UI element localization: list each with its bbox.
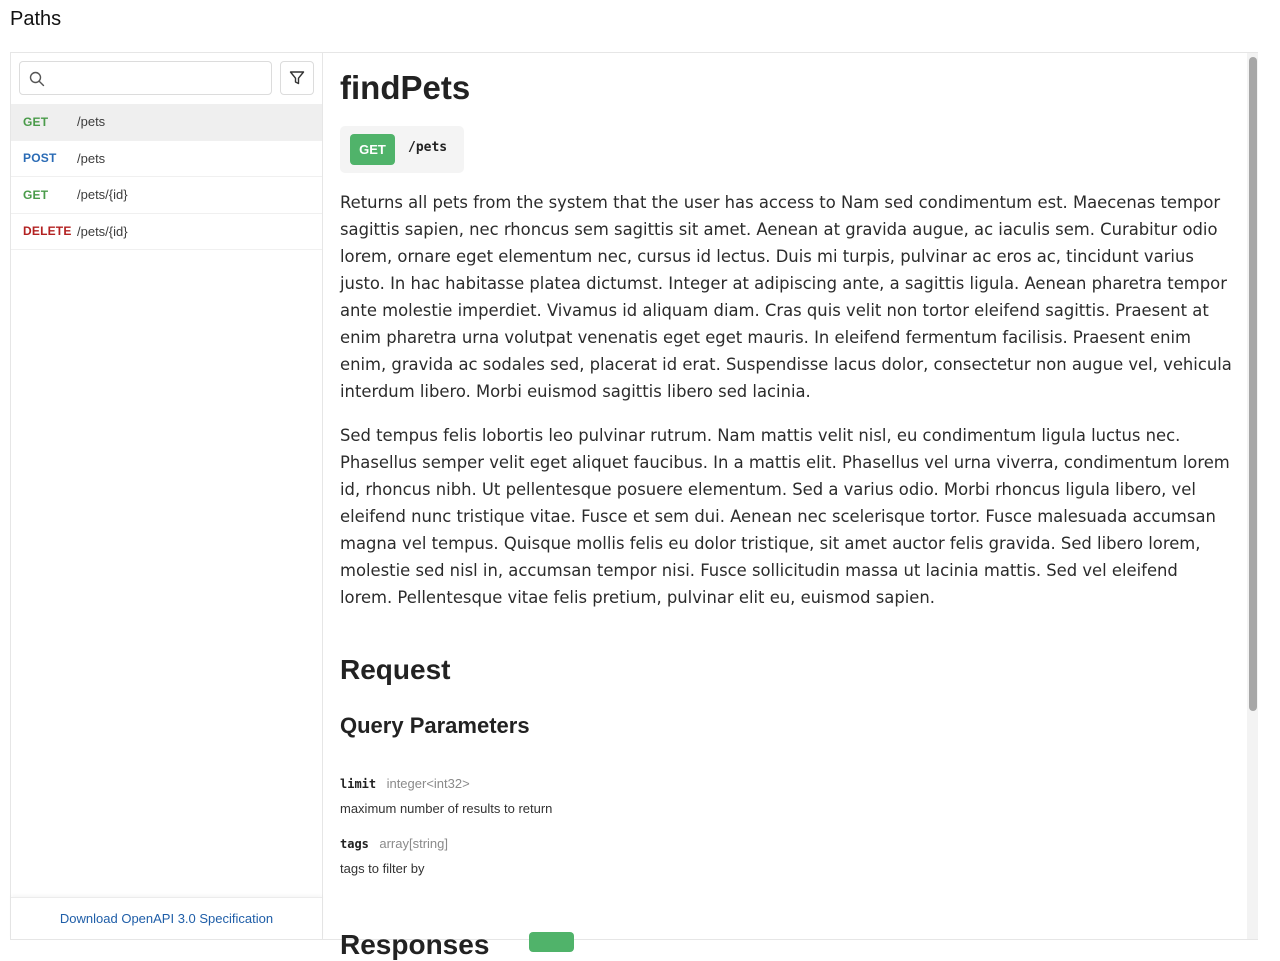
query-parameters-heading: Query Parameters (340, 713, 530, 738)
param-description: maximum number of results to return (340, 801, 553, 816)
method-label: DELETE (23, 224, 72, 239)
filter-button[interactable] (280, 61, 314, 95)
scrollbar-thumb[interactable] (1249, 57, 1257, 711)
responses-heading: Responses (340, 929, 490, 960)
query-param-limit (340, 775, 552, 816)
content-scrollbar[interactable] (1247, 53, 1258, 939)
param-type: array[string] (379, 836, 448, 851)
method-label: GET (23, 187, 49, 202)
search-icon (29, 71, 45, 87)
docs-frame (10, 52, 1258, 960)
page-title: Paths (10, 8, 62, 30)
endpoint-item-post-pets[interactable] (11, 141, 322, 178)
sidebar-footer (11, 897, 322, 939)
endpoint-item-get-pets[interactable] (11, 104, 322, 141)
response-status-badge[interactable] (529, 932, 574, 952)
method-label: POST (23, 151, 57, 166)
endpoint-item-get-pet-by-id[interactable] (11, 177, 322, 214)
search-input[interactable] (52, 68, 264, 88)
operation-path: /pets (408, 140, 448, 155)
method-label: GET (23, 114, 49, 129)
method-path-box (340, 126, 464, 173)
endpoint-list (11, 104, 322, 250)
param-description: tags to filter by (340, 861, 425, 876)
operation-title: findPets (340, 69, 471, 106)
operation-description: Returns all pets from the system that the user has access to Nam sed condimentum est. Maecenas tempor sagittis sapien, nec rhoncus sem sagittis sit amet. Aenean at gravida augue, ac iaculis sem. Curabitur odio lorem, ornare eget elementum nec, cursus id lectus. Duis mi turpis, pulvinar ac eros ac, tincidunt varius justo. In hac habitasse platea dictumst. Integer at adipiscing ante, a sagittis ligula. Aenean pharetra tempor ante molestie imperdiet. Vivamus id aliquam diam. Cras quis velit non tortor eleifend sagittis. Praesent at enim pharetra urna volutpat venenatis eget eget mauris. In eleifend fermentum facilisis. Praesent enim enim, gravida ac sodales sed, placerat id erat. Suspendisse lacus dolor, consectetur non augue vel, vehicula interdum libero. Morbi euismod sagittis libero sed lacinia. (340, 193, 1232, 401)
download-spec-link[interactable]: Download OpenAPI 3.0 Specification (59, 911, 274, 926)
request-heading: Request (340, 654, 451, 685)
endpoint-path: /pets (77, 150, 106, 166)
sidebar (11, 53, 323, 939)
param-name: limit (340, 777, 377, 791)
endpoint-path: /pets/{id} (77, 223, 128, 239)
method-badge: GET (350, 134, 395, 165)
param-type: integer<int32> (386, 776, 470, 791)
endpoint-path: /pets (77, 114, 106, 130)
operation-content (324, 53, 1247, 960)
endpoint-path: /pets/{id} (77, 187, 128, 203)
filter-icon (289, 70, 305, 86)
param-name: tags (340, 837, 369, 851)
query-param-tags (340, 835, 448, 876)
endpoint-item-delete-pet[interactable] (11, 214, 322, 251)
operation-description: Sed tempus felis lobortis leo pulvinar rutrum. Nam mattis velit nisl, eu condimentum ligula luctus nec. Phasellus semper velit eget aliquet faucibus. In a mattis elit. Phasellus vel urna viverra, condimentum lorem id, rhoncus nibh. Ut pellentesque posuere elementum. Sed a varius odio. Morbi rhoncus ligula libero, vel eleifend nunc tristique vitae. Fusce et sem dui. Aenean nec scelerisque tortor. Fusce malesuada accumsan magna vel tempus. Quisque mollis felis eu dolor tristique, sit amet auctor felis gravida. Sed libero lorem, molestie sed nisl in, accumsan tempor nisi. Fusce sollicitudin massa ut lacinia mattis. Sed vel eleifend lorem. Pellentesque vitae felis pretium, pulvinar elit eu, euismod sapien. (340, 426, 1230, 607)
search-field[interactable] (19, 61, 272, 95)
